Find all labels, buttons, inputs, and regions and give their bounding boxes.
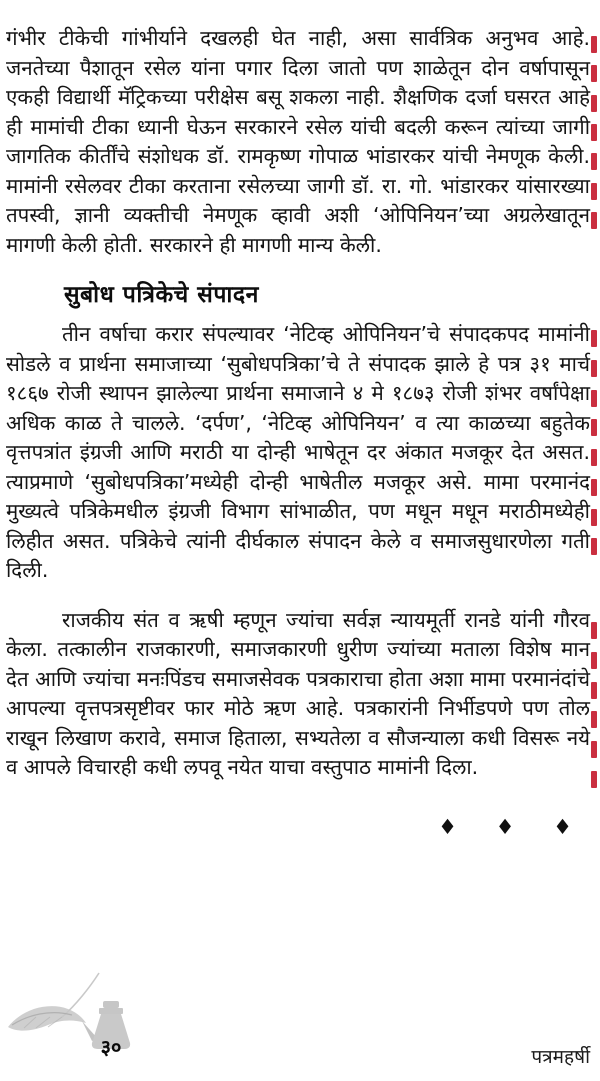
- scan-artifact-mark: [591, 390, 597, 407]
- paragraph-spacer: [6, 586, 590, 606]
- scan-artifact-mark: [591, 95, 597, 112]
- scan-artifact-mark: [591, 124, 597, 141]
- scan-artifact-mark: [591, 741, 597, 758]
- scan-artifact-mark: [591, 479, 597, 496]
- scan-artifact-mark: [591, 36, 597, 53]
- paragraph-continuation: गंभीर टीकेची गांभीर्याने दखलही घेत नाही, असा सार्वत्रिक अनुभव आहे. जनतेच्या पैशातून रसेल यांना पगार दिला जातो पण शाळेतून दोन वर्षापासून एकही विद्यार्थी मॅट्रिकच्या परीक्षेस बसू शकला नाही. शैक्षणिक दर्जा घसरत आहे ही मामांची टीका ध्यानी घेऊन सरकारने रसेल यांची बदली करून त्यांच्या जागी जागतिक कीर्तींचे संशोधक डॉ. रामकृष्ण गोपाळ भांडारकर यांची नेमणूक केली. मामांनी रसेलवर टीका करताना रसेलच्या जागी डॉ. रा. गो. भांडारकर यांसारख्या तपस्वी, ज्ञानी व्यक्तीची नेमणूक व्हावी अशी ‘ओपिनियन’च्या अग्रलेखातून मागणी केली होती. सरकारने ही मागणी मान्य केली.: [6, 26, 590, 257]
- scan-artifact-mark: [591, 449, 597, 466]
- scan-artifact-mark: [591, 212, 597, 229]
- scan-artifact-mark: [591, 771, 597, 788]
- scan-artifact-mark: [591, 65, 597, 82]
- scan-artifact-mark: [591, 652, 597, 669]
- paragraph: तीन वर्षाचा करार संपल्यावर ‘नेटिव्ह ओपिनियन’चे संपादकपद मामांनी सोडले व प्रार्थना समाजाच्या ‘सुबोधपत्रिका’चे ते संपादक झाले हे पत्र ३१ मार्च १८६७ रोजी स्थापन झालेल्या प्रार्थना समाजाने ४ मे १८७३ रोजी शंभर वर्षांपेक्षा अधिक काळ ते चालले. ‘दर्पण’, ‘नेटिव्ह ओपिनियन’ व त्या काळच्या बहुतेक वृत्तपत्रांत इंग्रजी आणि मराठी या दोन्ही भाषेतून दर अंकात मजकूर देत असत. त्याप्रमाणे ‘सुबोधपत्रिका’मध्येही दोन्ही भाषेतील मजकूर असे. मामा परमानंद मुख्यत्वे पत्रिकेमधील इंग्रजी विभाग सांभाळीत, पण मधून मधून मराठीमध्येही लिहीत असत. पत्रिकेचे त्यांनी दीर्घकाल संपादन केले व समाजसुधारणेला गती दिली.: [6, 322, 590, 582]
- scan-artifact-mark: [591, 509, 597, 526]
- section-heading: सुबोध पत्रिकेचे संपादन: [64, 282, 259, 308]
- scan-artifact-mark: [591, 360, 597, 377]
- scan-artifact-mark: [591, 622, 597, 639]
- running-title: पत्रमहर्षी: [531, 1046, 590, 1068]
- scan-artifact-mark: [591, 682, 597, 699]
- scan-artifact-mark: [591, 183, 597, 200]
- footer-graphic: [2, 965, 152, 1075]
- paragraph: राजकीय संत व ऋषी म्हणून ज्यांचा सर्वज्ञ न्यायमूर्ती रानडे यांनी गौरव केला. तत्कालीन राजकारणी, समाजकारणी धुरीण ज्यांच्या मताला विशेष मान देत आणि ज्यांचा मनःपिंडच समाजसेवक पत्रकाराचा होता अशा मामा परमानंदांचे आपल्या वृत्तपत्रसृष्टीवर फार मोठे ऋण आहे. पत्रकारांनी निर्भीडपणे पण तोल राखून लिखाण करावे, समाज हिताला, सभ्यतेला व सौजन्याला कधी विसरू नये व आपले विचारही कधी लपवू नयेत याचा वस्तुपाठ मामांनी दिला.: [6, 607, 590, 779]
- page-number: ३०: [100, 1035, 122, 1059]
- end-of-chapter-ornament: ♦ ♦ ♦: [438, 814, 588, 839]
- scan-artifact-mark: [591, 711, 597, 728]
- scan-artifact-mark: [591, 419, 597, 436]
- scan-artifact-mark: [591, 538, 597, 555]
- scan-artifact-mark: [591, 330, 597, 347]
- page-content: [6, 24, 590, 839]
- scan-artifact-mark: [591, 153, 597, 170]
